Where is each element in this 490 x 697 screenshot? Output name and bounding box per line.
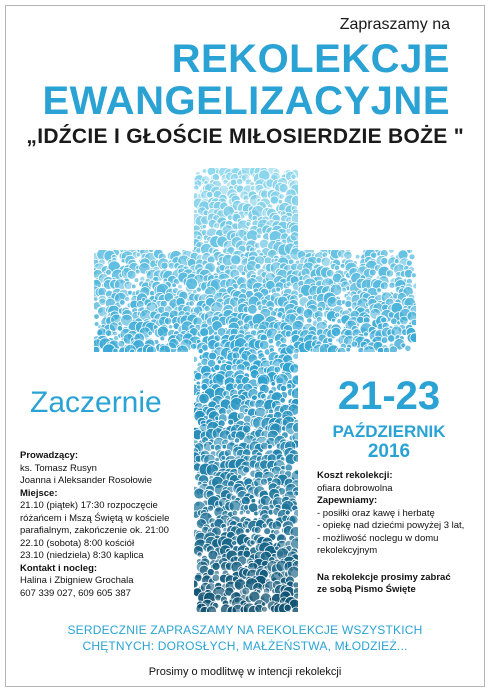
cross-bubble <box>130 349 135 354</box>
cross-bubble <box>178 284 183 289</box>
cross-bubble <box>267 444 272 449</box>
cross-bubble <box>380 282 388 290</box>
cost-value: ofiara dobrowolna <box>317 482 393 494</box>
cross-bubble <box>245 528 250 533</box>
cross-bubble <box>198 349 203 354</box>
cross-bubble <box>286 282 291 287</box>
cross-bubble <box>94 314 100 320</box>
cross-bubble <box>161 262 168 269</box>
cross-bubble <box>292 607 300 615</box>
cross-bubble <box>191 343 197 349</box>
cross-bubble <box>262 523 267 528</box>
cross-bubble <box>344 251 352 259</box>
cross-bubble <box>186 278 198 290</box>
prayer-line: Prosimy o modlitwę w intencji rekolekcji <box>148 666 342 678</box>
invite-all-line: SERDECZNIE ZAPRASZAMY NA REKOLEKCJE WSZYSTKICH <box>67 623 423 637</box>
cross-bubble <box>274 366 281 373</box>
cross-bubble <box>284 604 291 611</box>
cross-bubble <box>351 341 357 347</box>
cross-bubble <box>212 574 220 582</box>
right-info <box>317 470 485 597</box>
cross-bubble <box>202 224 207 229</box>
leader-line: ks. Tomasz Rusyn <box>20 462 97 474</box>
cross-bubble <box>241 271 246 276</box>
left-info <box>20 450 200 600</box>
cross-bubble <box>355 254 360 259</box>
cross-bubble <box>237 475 241 479</box>
leader-line: Joanna i Aleksander Rosołowie <box>20 475 153 486</box>
cross-bubble <box>269 504 274 509</box>
provide-line: - opiekę nad dziećmi powyżej 3 lat, <box>317 520 465 531</box>
cross-bubble <box>389 248 394 253</box>
cross-bubble <box>194 372 202 380</box>
cross-bubble <box>197 385 201 389</box>
provide-line: rekolekcyjnym <box>317 545 378 556</box>
cross-bubble <box>291 174 296 179</box>
location-label: Miejsce: <box>20 487 58 499</box>
cross-bubble <box>271 382 276 387</box>
invite-all <box>6 622 484 654</box>
cross-bubble <box>262 606 268 612</box>
cross-bubble <box>231 255 241 265</box>
cross-bubble <box>177 345 189 357</box>
cross-bubble <box>93 297 98 302</box>
title-line-2: EWANGELIZACYJNE <box>42 79 450 123</box>
cross-bubble <box>248 305 258 315</box>
cross-bubble <box>135 269 140 274</box>
cross-bubble <box>214 364 220 370</box>
cross-bubble <box>196 287 201 292</box>
cross-bubble <box>400 316 409 325</box>
cross-bubble <box>236 178 242 184</box>
invite-line: Zapraszamy na <box>339 16 450 33</box>
cross-bubble <box>293 353 299 359</box>
cross-bubble <box>389 346 397 354</box>
cross-bubble <box>381 337 388 344</box>
cost-label: Koszt rekolekcji: <box>317 470 393 481</box>
cross-bubble <box>255 263 261 269</box>
cross-bubble <box>411 319 418 326</box>
cross-bubble <box>243 323 250 330</box>
cross-bubble <box>270 196 278 204</box>
cross-bubble <box>251 498 256 503</box>
cross-bubble <box>386 270 393 277</box>
cross-bubble <box>272 521 282 531</box>
cross-bubble <box>200 328 209 337</box>
cross-bubble <box>328 337 333 342</box>
cross-bubble <box>243 466 250 473</box>
cross-bubble <box>208 505 214 511</box>
cross-bubble <box>331 327 341 337</box>
cross-bubble <box>134 278 139 283</box>
cross-bubble <box>202 169 207 174</box>
cross-bubble <box>279 194 285 200</box>
cross-bubble <box>239 510 244 515</box>
cross-bubble <box>294 491 299 496</box>
cross-bubble <box>192 356 198 362</box>
cross-bubble <box>293 422 304 433</box>
cross-bubble <box>228 419 234 425</box>
cross-bubble <box>357 316 364 323</box>
cross-bubble <box>413 283 419 289</box>
cross-bubble <box>293 582 299 588</box>
cross-bubble <box>369 269 376 276</box>
cross-bubble <box>232 540 237 545</box>
cross-bubble <box>291 538 302 549</box>
title-line-1: REKOLEKCJE <box>171 37 450 81</box>
contact-line: 607 339 027, 609 605 387 <box>20 587 131 599</box>
cross-bubble <box>290 364 300 374</box>
cross-bubble <box>148 331 153 336</box>
contact-line: Halina i Zbigniew Grochala <box>20 575 134 586</box>
cross-bubble <box>194 185 199 190</box>
cross-bubble <box>346 347 351 352</box>
cross-bubble <box>168 325 172 329</box>
location-line: 21.10 (piątek) 17:30 rozpoczęcie <box>20 500 158 511</box>
cross-bubble <box>405 345 411 351</box>
closing-line: Na rekolekcje prosimy zabrać <box>317 571 451 583</box>
location-line: parafialnym, zakończenie ok. 21:00 <box>20 525 169 536</box>
cross-bubble <box>246 510 251 515</box>
leaders-label: Prowadzący: <box>20 450 79 461</box>
cross-bubble <box>321 257 331 267</box>
cross-bubble <box>136 253 141 258</box>
cross-bubble <box>172 283 177 288</box>
cross-bubble <box>146 346 156 356</box>
cross-bubble <box>381 257 388 264</box>
cross-bubble <box>254 527 261 534</box>
location-line: 23.10 (niedziela) 8:30 kaplica <box>20 550 144 561</box>
cross-bubble <box>345 301 352 308</box>
cross-bubble <box>409 254 415 260</box>
provide-line: - posiłki oraz kawę i herbatę <box>317 507 435 519</box>
cross-bubble <box>149 248 154 253</box>
cross-bubble <box>206 606 216 616</box>
cross-bubble <box>290 232 299 241</box>
cross-bubble <box>105 330 112 337</box>
cross-bubble <box>285 510 290 515</box>
cross-bubble <box>209 352 217 360</box>
invite-all-line: CHĘTNYCH: DOROSŁYCH, MAŁŻEŃSTWA, MŁODZIEŻ... <box>82 639 408 653</box>
closing-line: ze sobą Pismo Święte <box>317 584 416 595</box>
cross-bubble <box>260 478 267 485</box>
slogan: „IDŹCIE I GŁOŚCIE MIŁOSIERDZIE BOŻE " <box>26 125 464 148</box>
cross-bubble <box>189 301 195 307</box>
cross-bubble <box>292 375 302 385</box>
cross-bubble <box>307 318 312 323</box>
poster <box>5 5 485 687</box>
cross-bubble <box>125 297 130 302</box>
cross-bubble <box>234 438 239 443</box>
cross-bubble <box>199 393 210 404</box>
cross-bubble <box>291 388 303 400</box>
cross-bubble <box>119 300 125 306</box>
cross-bubble <box>250 540 255 545</box>
cross-bubble <box>363 346 375 358</box>
cross-bubble <box>160 336 165 341</box>
cross-bubble <box>291 195 302 206</box>
closing-note <box>317 572 485 597</box>
cross-bubble <box>389 282 395 288</box>
cross-bubble <box>264 528 271 535</box>
cross-bubble <box>113 348 118 353</box>
dates-block <box>309 376 469 463</box>
cross-bubble <box>363 332 368 337</box>
cross-bubble <box>131 284 136 289</box>
cross-bubble <box>331 318 335 322</box>
cross-bubble <box>303 309 313 319</box>
cross-bubble <box>92 346 100 354</box>
cross-bubble <box>340 263 345 268</box>
cross-bubble <box>164 317 172 325</box>
cross-bubble <box>391 318 398 325</box>
cross-bubble <box>257 234 261 238</box>
cross-bubble <box>411 273 416 278</box>
cross-bubble <box>241 496 250 505</box>
cross-bubble <box>217 360 221 364</box>
provide-line: - możliwość noclegu w domu <box>317 532 439 544</box>
cross-bubble <box>337 347 346 356</box>
cross-bubble <box>232 510 238 516</box>
date-month: PAŹDZIERNIK <box>332 422 446 441</box>
cross-bubble <box>388 335 395 342</box>
place-name: Zaczernie <box>30 386 162 419</box>
location-line: 22.10 (sobota) 8:00 kościół <box>20 537 135 549</box>
cross-bubble <box>214 223 220 229</box>
contact-label: Kontakt i nocleg: <box>20 562 98 574</box>
provide-label: Zapewniamy: <box>317 495 378 506</box>
date-range: 21-23 <box>337 374 441 418</box>
cross-bubble <box>335 312 340 317</box>
cross-bubble <box>242 587 250 595</box>
date-year: 2016 <box>367 441 411 463</box>
cross-bubble <box>276 287 281 292</box>
cross-bubble <box>410 333 420 343</box>
cross-bubble <box>159 345 170 356</box>
cross-bubble <box>342 287 347 292</box>
cross-bubble <box>293 454 301 462</box>
cross-bubble <box>376 288 381 293</box>
location-line: różańcem i Mszą Świętą w kościele <box>20 512 170 524</box>
cross-bubble <box>246 221 251 226</box>
